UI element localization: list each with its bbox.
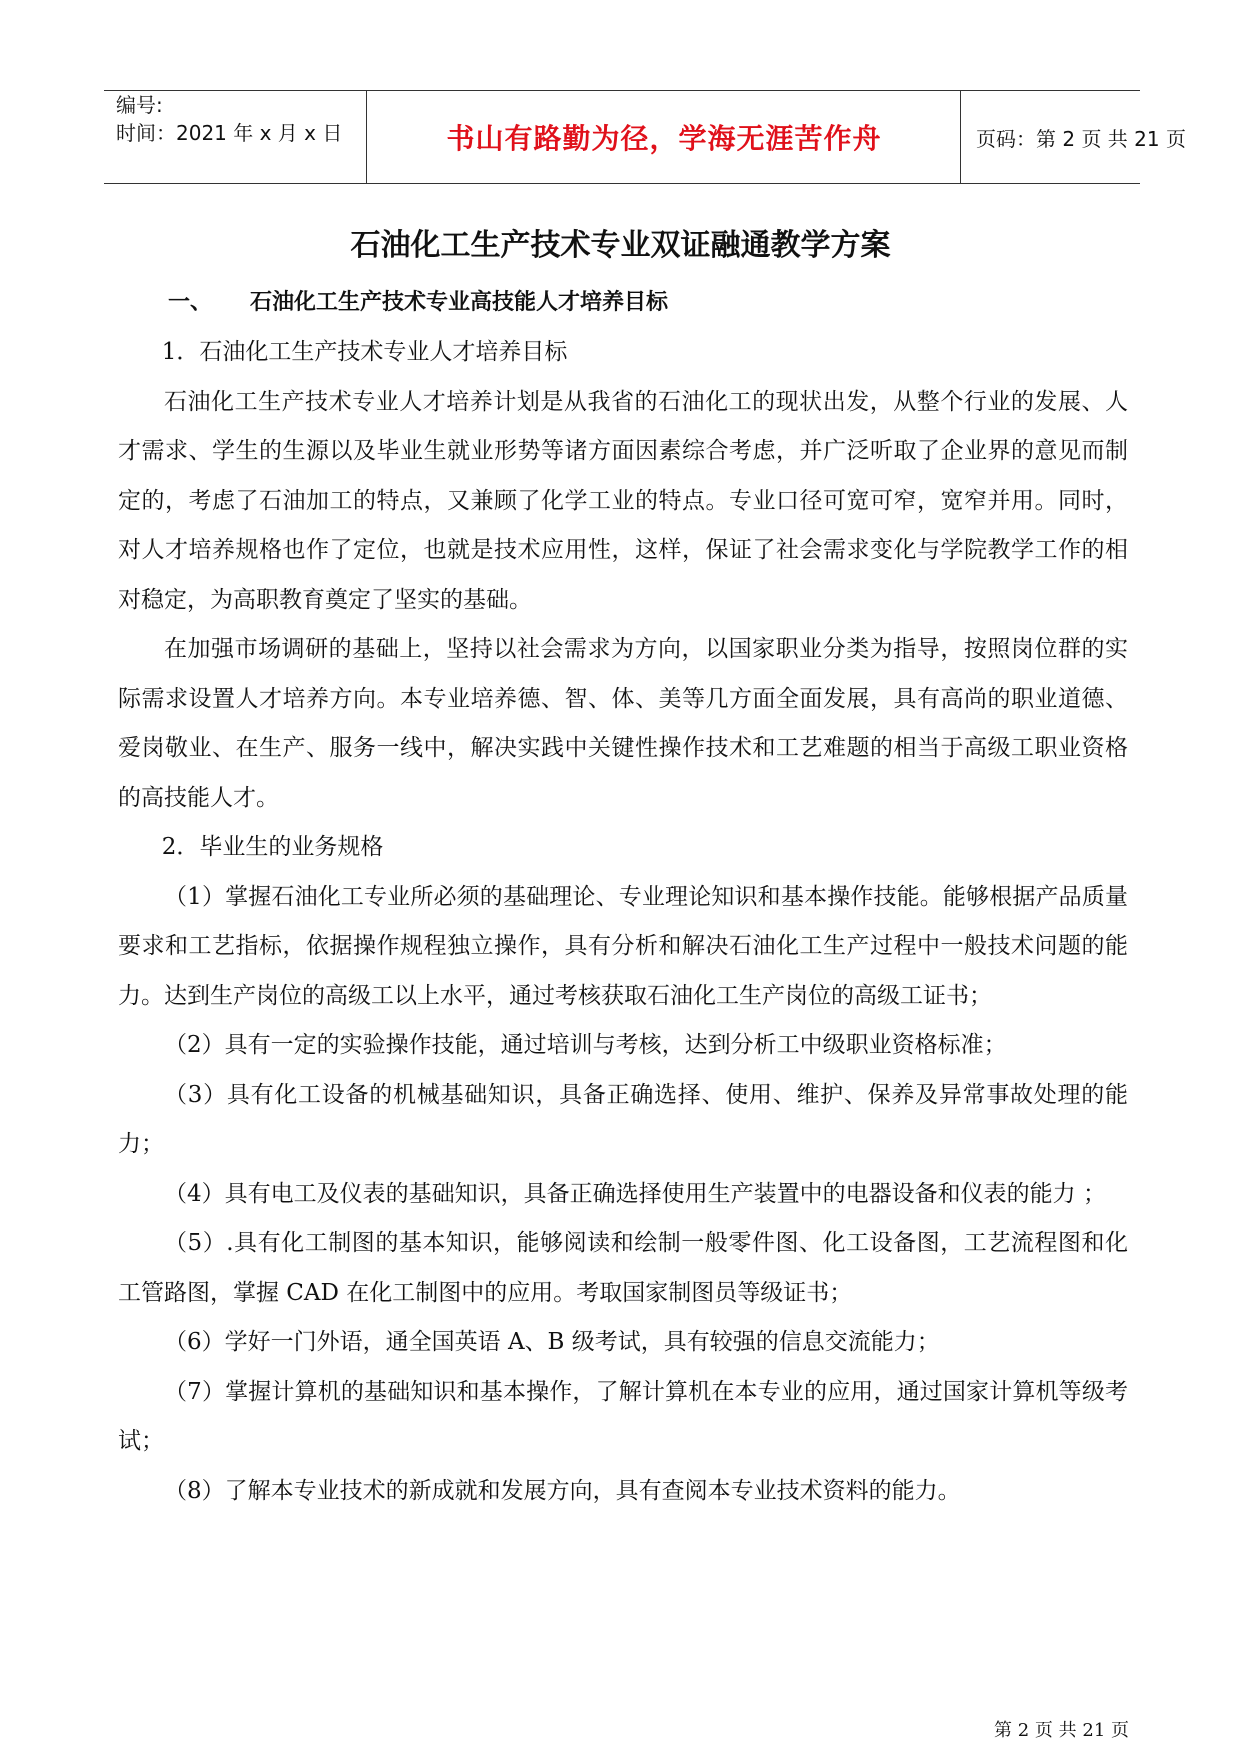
list-item: （2）具有一定的实验操作技能，通过培训与考核，达到分析工中级职业资格标准； (164, 1032, 1007, 1058)
list-item: （5）.具有化工制图的基本知识，能够阅读和绘制一般零件图、化工设备图，工艺流程图和化工管路图，掌握 CAD 在化工制图中的应用。考取国家制图员等级证书； (118, 1230, 1128, 1306)
list-item: （7）掌握计算机的基础知识和基本操作，了解计算机在本专业的应用，通过国家计算机等级考试； (118, 1378, 1128, 1454)
header-meta (104, 91, 367, 183)
subsection-title: 1．石油化工生产技术专业人才培养目标 (161, 339, 568, 365)
document-time-label: 时间：2021 年 x 月 x 日 (116, 121, 343, 145)
header-page-number: 页码：第 2 页 共 21 页 (976, 126, 1186, 151)
document-body (118, 328, 1128, 1516)
body-paragraph: 在加强市场调研的基础上，坚持以社会需求为方向，以国家职业分类为指导，按照岗位群的实际需求设置人才培养方向。本专业培养德、智、体、美等几方面全面发展，具有高尚的职业道德、爱岗敬业、在生产、服务一线中，解决实践中关键性操作技术和工艺难题的相当于高级工职业资格的高技能人才。 (118, 636, 1128, 811)
list-item: （6）学好一门外语，通全国英语 A、B 级考试，具有较强的信息交流能力； (164, 1329, 940, 1355)
header-motto: 书山有路勤为径，学海无涯苦作舟 (446, 122, 882, 155)
section-heading (168, 285, 668, 316)
document-title: 石油化工生产技术专业双证融通教学方案 (350, 228, 891, 263)
list-item: （3）具有化工设备的机械基础知识，具备正确选择、使用、维护、保养及异常事故处理的能力； (118, 1081, 1128, 1157)
list-item: （1）掌握石油化工专业所必须的基础理论、专业理论知识和基本操作技能。能够根据产品质量要求和工艺指标，依据操作规程独立操作，具有分析和解决石油化工生产过程中一般技术问题的能力。达到生产岗位的高级工以上水平，通过考核获取石油化工生产岗位的高级工证书； (118, 883, 1128, 1009)
page-footer: 第 2 页 共 21 页 (994, 1720, 1129, 1741)
subsection-title: 2．毕业生的业务规格 (161, 834, 384, 860)
section-number: 一、 (168, 290, 213, 315)
list-item: （8）了解本专业技术的新成就和发展方向，具有查阅本专业技术资料的能力。 (164, 1477, 961, 1504)
section-title: 石油化工生产技术专业高技能人才培养目标 (250, 290, 669, 315)
body-paragraph: 石油化工生产技术专业人才培养计划是从我省的石油化工的现状出发，从整个行业的发展、人才需求、学生的生源以及毕业生就业形势等诸方面因素综合考虑，并广泛听取了企业界的意见而制定的，考虑了石油加工的特点，又兼顾了化学工业的特点。专业口径可宽可窄，宽窄并用。同时，对人才培养规格也作了定位，也就是技术应用性，这样，保证了社会需求变化与学院教学工作的相对稳定，为高职教育奠定了坚实的基础。 (118, 388, 1128, 613)
page-header (104, 90, 1186, 184)
document-number-label: 编号: (116, 93, 163, 117)
list-item: （4）具有电工及仪表的基础知识，具备正确选择使用生产装置中的电器设备和仪表的能力 ； (164, 1180, 1106, 1207)
header-motto-cell (368, 91, 961, 183)
